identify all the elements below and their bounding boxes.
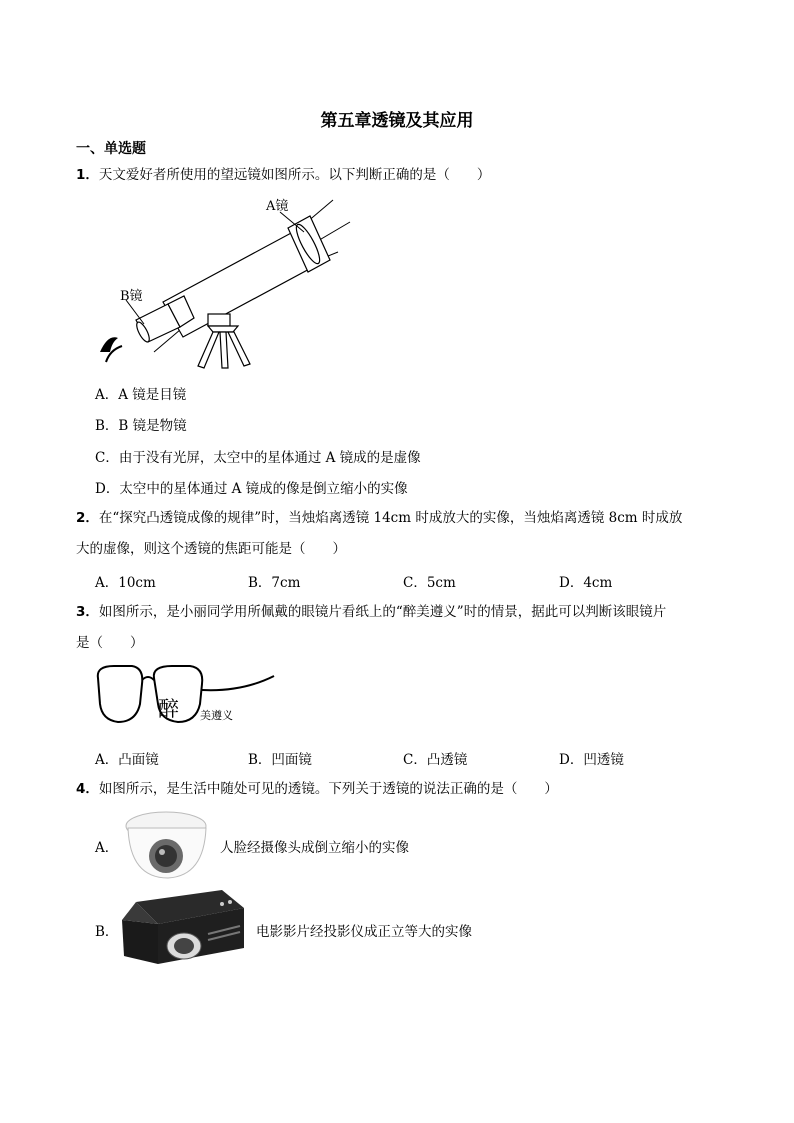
- option-c: C．由于没有光屏，太空中的星体通过 A 镜成的是虚像: [95, 450, 421, 466]
- question-text: 如图所示，是小丽同学用所佩戴的眼镜片看纸上的“醉美遵义”时的情景，据此可以判断该眼镜片: [98, 604, 667, 620]
- option-a: A．A 镜是目镜: [95, 387, 187, 403]
- question-2: [76, 508, 682, 528]
- tripod-head: [208, 326, 238, 332]
- question-text: 在“探究凸透镜成像的规律”时，当烛焰离透镜 14cm 时成放大的实像，当烛焰离透镜 8cm 时成放: [98, 510, 683, 526]
- glasses-bridge: [142, 677, 154, 680]
- camera-lens: [155, 845, 177, 867]
- glasses-figure: [92, 660, 278, 730]
- option-b: B．凹面镜: [248, 752, 312, 768]
- page-title: 第五章透镜及其应用: [320, 111, 474, 131]
- option-b: B．7cm: [248, 575, 301, 591]
- question-3-line2: 是（ ）: [76, 635, 144, 651]
- magnified-character: 醉: [158, 697, 179, 721]
- projector-icon: [118, 886, 248, 970]
- question-text: 如图所示，是生活中随处可见的透镜。下列关于透镜的说法正确的是（ ）: [98, 781, 558, 797]
- tripod-leg: [220, 332, 228, 368]
- option-c: C．凸透镜: [403, 752, 468, 768]
- option-a-letter: A．: [95, 840, 119, 856]
- label-lens-a: A镜: [266, 199, 289, 214]
- tripod-leg: [228, 332, 250, 366]
- question-3: [76, 602, 666, 622]
- option-a: A．凸面镜: [95, 752, 159, 768]
- option-b-text: 电影影片经投影仪成正立等大的实像: [256, 924, 472, 940]
- option-d: D．太空中的星体通过 A 镜成的像是倒立缩小的实像: [95, 481, 408, 497]
- telescope-figure: [88, 192, 358, 372]
- option-d: D．4cm: [559, 575, 613, 591]
- projector-button: [228, 900, 232, 904]
- security-camera-icon: [122, 808, 212, 884]
- option-c: C．5cm: [403, 575, 456, 591]
- question-number: 4．: [76, 781, 99, 797]
- paper-text: 美遵义: [200, 709, 233, 722]
- question-text: 天文爱好者所使用的望远镜如图所示。以下判断正确的是（ ）: [98, 167, 491, 183]
- option-a-text: 人脸经摄像头成倒立缩小的实像: [220, 840, 409, 856]
- projector-button: [220, 902, 224, 906]
- question-1: [76, 165, 490, 185]
- question-number: 1．: [76, 167, 99, 183]
- label-lens-b: B镜: [120, 289, 143, 304]
- option-d: D．凹透镜: [559, 752, 624, 768]
- telescope-mount: [208, 314, 230, 326]
- option-b: B．B 镜是物镜: [95, 418, 187, 434]
- question-2-line2: 大的虚像，则这个透镜的焦距可能是（ ）: [76, 541, 346, 557]
- projector-front: [122, 920, 158, 964]
- option-a: A．10cm: [95, 575, 156, 591]
- option-b-letter: B．: [95, 924, 119, 940]
- question-number: 3．: [76, 604, 99, 620]
- glasses-left-lens: [98, 666, 142, 722]
- glasses-temple: [202, 676, 274, 690]
- question-number: 2．: [76, 510, 99, 526]
- lens-highlight: [159, 849, 165, 855]
- section-heading: 一、单选题: [76, 141, 146, 157]
- projector-lens: [174, 938, 194, 954]
- tripod-leg: [198, 332, 219, 368]
- question-4: [76, 779, 558, 799]
